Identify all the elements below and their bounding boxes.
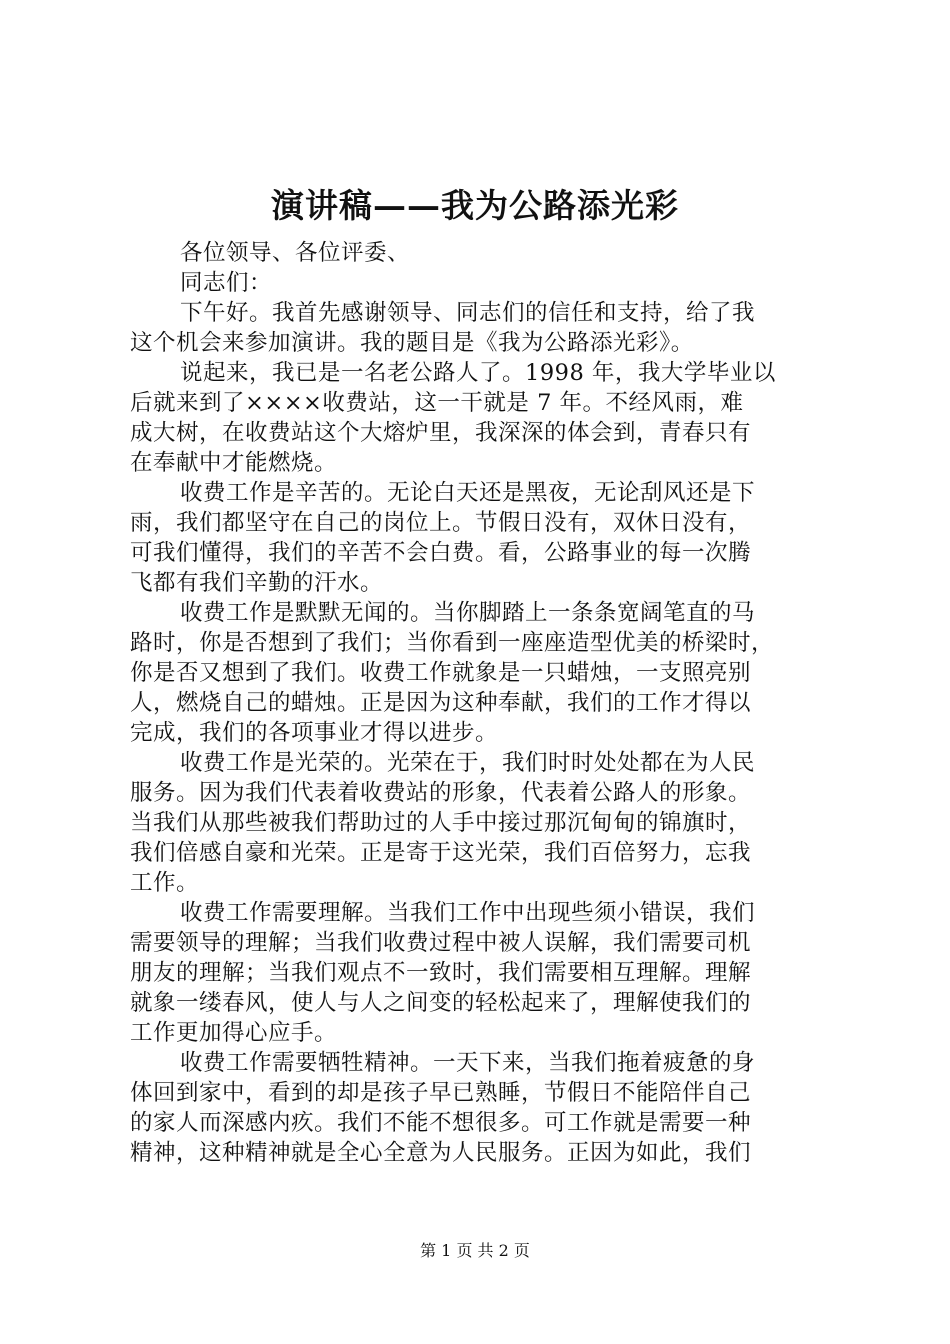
body-line: 服务。因为我们代表着收费站的形象，代表着公路人的形象。	[130, 780, 752, 806]
body-line: 工作更加得心应手。	[130, 1020, 338, 1046]
body-line: 需要领导的理解；当我们收费过程中被人误解，我们需要司机	[130, 930, 752, 956]
body-line: 收费工作是光荣的。光荣在于，我们时时处处都在为人民	[180, 750, 756, 776]
body-line: 完成，我们的各项事业才得以进步。	[130, 720, 499, 746]
body-line: 的家人而深感内疚。我们不能不想很多。可工作就是需要一种	[130, 1110, 752, 1136]
body-line: 精神，这种精神就是全心全意为人民服务。正因为如此，我们	[130, 1140, 752, 1166]
body-line: 下午好。我首先感谢领导、同志们的信任和支持，给了我	[180, 300, 756, 326]
body-line: 人，燃烧自己的蜡烛。正是因为这种奉献，我们的工作才得以	[130, 690, 752, 716]
body-line: 同志们：	[180, 270, 273, 296]
body-line: 收费工作是默默无闻的。当你脚踏上一条条宽阔笔直的马	[180, 600, 756, 626]
body-line: 体回到家中，看到的却是孩子早已熟睡，节假日不能陪伴自己	[130, 1080, 752, 1106]
body-line: 在奉献中才能燃烧。	[130, 450, 338, 476]
body-line: 这个机会来参加演讲。我的题目是《我为公路添光彩》。	[130, 330, 694, 356]
page-number-footer: 第 1 页 共 2 页	[420, 1241, 530, 1260]
body-line: 就象一缕春风，使人与人之间变的轻松起来了，理解使我们的	[130, 990, 752, 1016]
body-line: 收费工作是辛苦的。无论白天还是黑夜，无论刮风还是下	[180, 480, 756, 506]
body-line: 成大树，在收费站这个大熔炉里，我深深的体会到，青春只有	[130, 420, 752, 446]
body-line: 可我们懂得，我们的辛苦不会白费。看，公路事业的每一次腾	[130, 540, 752, 566]
body-line: 路时，你是否想到了我们；当你看到一座座造型优美的桥梁时，	[130, 630, 775, 656]
body-line: 后就来到了××××收费站，这一干就是 7 年。不经风雨，难	[130, 390, 744, 416]
body-line: 朋友的理解；当我们观点不一致时，我们需要相互理解。理解	[130, 960, 752, 986]
body-line: 当我们从那些被我们帮助过的人手中接过那沉甸甸的锦旗时，	[130, 810, 752, 836]
body-line: 说起来，我已是一名老公路人了。1998 年，我大学毕业以	[180, 360, 776, 386]
body-line: 我们倍感自豪和光荣。正是寄于这光荣，我们百倍努力，忘我	[130, 840, 752, 866]
body-line: 收费工作需要牺牲精神。一天下来，当我们拖着疲惫的身	[180, 1050, 756, 1076]
body-line: 飞都有我们辛勤的汗水。	[130, 570, 384, 596]
document-title: 演讲稿——我为公路添光彩	[271, 186, 679, 225]
body-line: 你是否又想到了我们。收费工作就象是一只蜡烛，一支照亮别	[130, 660, 752, 686]
body-line: 雨，我们都坚守在自己的岗位上。节假日没有，双休日没有，	[130, 510, 752, 536]
document-body	[130, 238, 835, 1168]
body-line: 工作。	[130, 870, 200, 896]
body-line: 收费工作需要理解。当我们工作中出现些须小错误，我们	[180, 900, 756, 926]
body-line: 各位领导、各位评委、	[180, 240, 411, 266]
